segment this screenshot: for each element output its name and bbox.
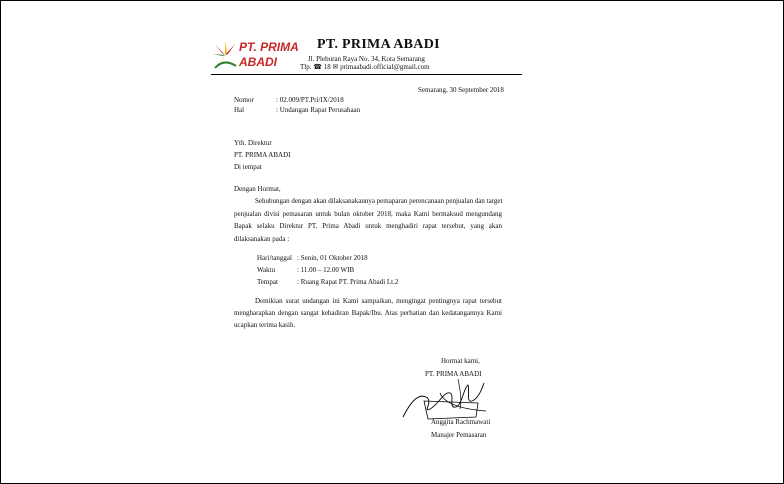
detail-label: Waktu <box>257 266 276 274</box>
subject-label: Hal <box>234 106 245 114</box>
body-line: mengharapkan dengan sangat kehadiran Bapak/Ibu. Atas perhatian dan kedatangannya Kami <box>234 309 502 317</box>
handwritten-signature <box>400 373 490 423</box>
company-email: primaabadi.official@gmail.com <box>340 63 430 71</box>
envelope-icon: ✉ <box>332 63 339 71</box>
body-line: Sehubungan dengan akan dilaksanakannya pemaparan perencanaan penjualan dan target <box>255 197 503 205</box>
signer-name: Anggita Rachmawati <box>431 418 491 426</box>
body-line: ucapkan terima kasih. <box>234 321 296 329</box>
company-logo <box>212 38 312 74</box>
number-label: Nomor <box>234 96 254 104</box>
closing-company: PT. PRIMA ABADI <box>425 370 482 378</box>
letterhead-divider <box>211 74 522 75</box>
detail-value: : Senin, 01 Oktober 2018 <box>297 254 368 262</box>
company-address: Jl. Pleburan Raya No. 34, Kota Semarang <box>308 55 425 63</box>
number-value: : 02.009/PT.Pri/IX/2018 <box>276 96 344 104</box>
body-line: penjualan divisi pemasaran untuk bulan oktober 2018, maka Kami bermaksud mengundang <box>234 210 502 218</box>
body-line: Bapak selaku Direktur PT. Prima Abadi untuk menghadiri rapat tersebut, yang akan <box>234 222 502 230</box>
detail-value: : 11.00 – 12.00 WIB <box>297 266 355 274</box>
recipient-line: PT. PRIMA ABADI <box>234 151 291 159</box>
logo-emblem-icon <box>212 40 238 70</box>
company-name: PT. PRIMA ABADI <box>317 37 440 52</box>
detail-label: Hari/tanggal <box>257 254 292 262</box>
recipient-line: Di tempat <box>234 163 262 171</box>
salutation: Dengan Hormat, <box>234 185 281 193</box>
subject-value: : Undangan Rapat Perusahaan <box>276 106 361 114</box>
closing: Hormat kami, <box>441 357 480 365</box>
company-contact <box>300 63 430 71</box>
phone-number: 18 <box>323 63 331 71</box>
detail-label: Tempat <box>257 278 278 286</box>
phone-icon: ☎ <box>313 63 322 71</box>
logo-text-line1: PT. PRIMA <box>239 40 299 54</box>
recipient-line: Yth. Direktur <box>234 139 272 147</box>
phone-label: Tlp. <box>300 63 312 71</box>
logo-text-line2: ABADI <box>239 55 277 69</box>
signer-title: Manajer Pemasaran <box>431 431 487 439</box>
place-date: Semarang, 30 September 2018 <box>418 86 504 94</box>
detail-value: : Ruang Rapat PT. Prima Abadi Lt.2 <box>297 278 399 286</box>
body-line: Demikian surat undangan ini Kami sampaikan, mengingat pentingnya rapat tersebut <box>255 297 502 305</box>
body-line: dilaksanakan pada : <box>234 235 290 243</box>
